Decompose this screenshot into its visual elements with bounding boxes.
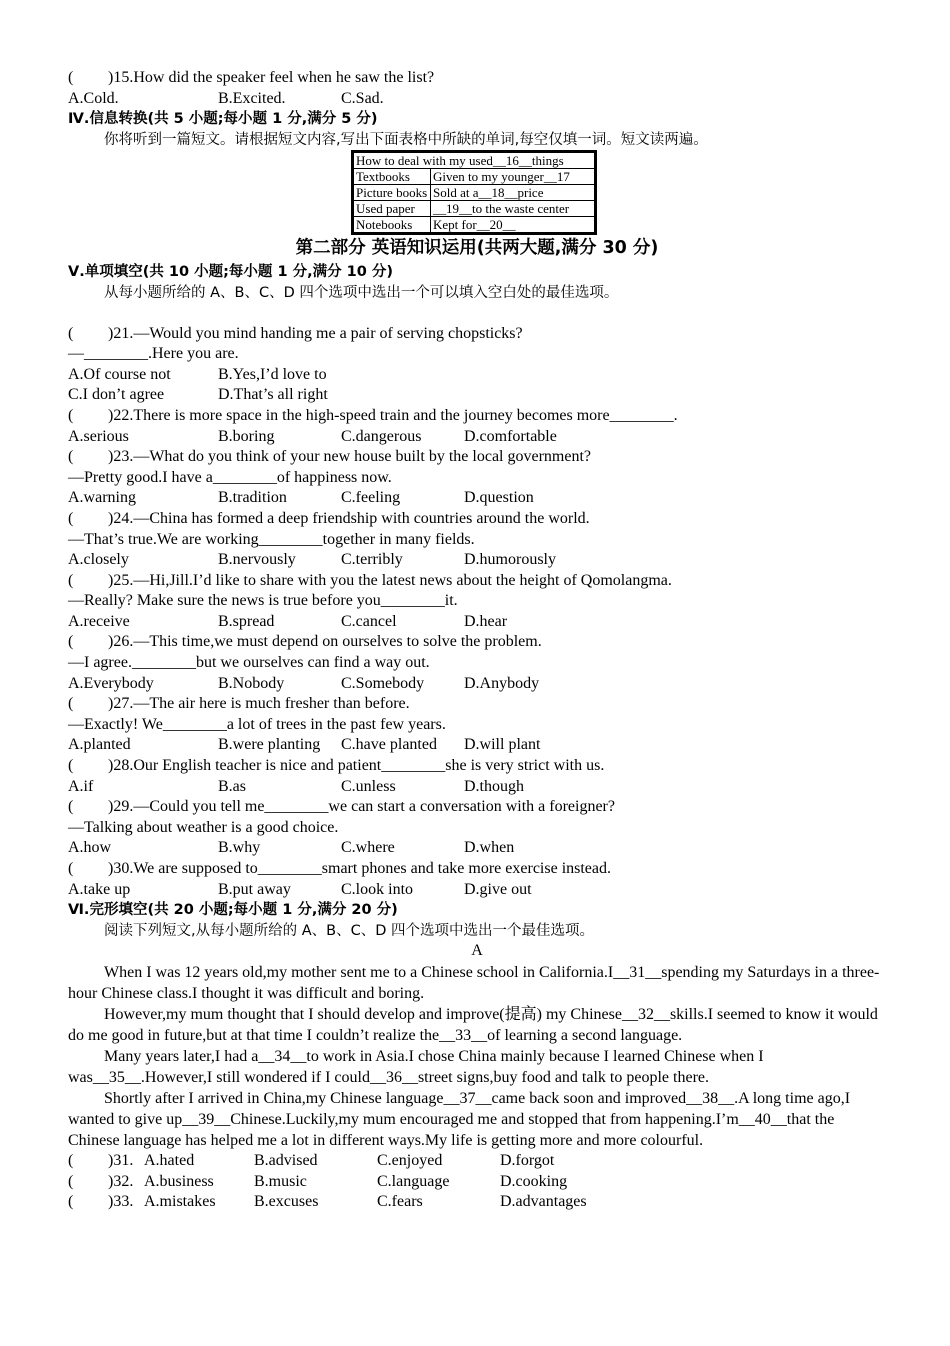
option: A.planted [68,736,131,754]
question-options [68,674,886,695]
option: D.though [464,777,524,795]
section-5-title: Ⅴ.单项填空(共 10 小题;每小题 1 分,满分 10 分) [68,264,394,281]
question-options [68,880,886,901]
option: D.comfortable [464,427,557,445]
question-line [68,324,886,345]
option: D.hear [464,612,508,630]
table-row [353,185,596,201]
question-line [68,818,886,839]
table-cell-item: Textbooks [353,169,431,185]
option: C.look into [341,880,414,898]
question-line [68,797,886,818]
option: A.take up [68,880,131,898]
question-text: —Hi,Jill.I’d like to share with you the latest news about the height of Qomolangma. [133,571,672,589]
option: A.mistakes [144,1193,216,1211]
question-text: —Pretty good.I have a________of happiness now. [68,468,392,486]
part-2-title: 第二部分 英语知识运用(共两大题,满分 30 分) [295,238,659,259]
exam-page [68,68,886,1213]
answer-paren: ( [68,695,74,713]
option: A.if [68,777,94,795]
option: C.I don’t agree [68,386,165,404]
option: A.serious [68,427,129,445]
question-options [68,777,886,798]
passage-paragraph: When I was 12 years old,my mother sent me to a Chinese school in California.I__31__spending my Saturdays in a three-hour Chinese class.I thought it was difficult and boring. [68,963,880,1002]
section-6-title: Ⅵ.完形填空(共 20 小题;每小题 1 分,满分 20 分) [68,902,398,919]
table-cell-item: Notebooks [353,217,431,234]
option: B.advised [254,1151,318,1169]
option: A.receive [68,612,130,630]
answer-paren: ( [68,1193,74,1211]
question-line [68,447,886,468]
option: D.will plant [464,736,541,754]
question-number: )24. [108,509,134,527]
option: B.Nobody [218,674,285,692]
answer-paren: ( [68,448,74,466]
option: D.That’s all right [218,386,328,404]
question-line [68,509,886,530]
table-row [353,217,596,234]
answer-paren: ( [68,324,74,342]
question-stem: )15.How did the speaker feel when he saw the list? [108,69,435,86]
section-6-instruction: 阅读下列短文,从每小题所给的 A、B、C、D 四个选项中选出一个最佳选项。 [104,922,594,939]
option: C.dangerous [341,427,422,445]
question-text: —That’s true.We are working________together in many fields. [68,530,475,548]
answer-paren: ( [68,633,74,651]
passage-paragraph: Many years later,I had a__34__to work in Asia.I chose China mainly because I learned Chinese when I was__35__.However,I still wondered if I could__36__street signs,buy food and talk to people there. [68,1047,764,1086]
cloze-question: ( )31. A.hated B.advised C.enjoyed D.forgot [68,1151,886,1172]
option: C.unless [341,777,396,795]
question-line [68,591,886,612]
section-4-instruction: 你将听到一篇短文。请根据短文内容,写出下面表格中所缺的单词,每空仅填一词。短文读两遍。 [104,131,708,148]
option: D.cooking [500,1172,568,1190]
answer-paren: ( [68,571,74,589]
question-list [68,324,886,901]
option: B.nervously [218,551,296,569]
answer-paren: ( [68,798,74,816]
question-text: —Could you tell me________we can start a conversation with a foreigner? [133,798,615,816]
option: A.how [68,839,112,857]
question-text: —I agree.________but we ourselves can find a way out. [68,654,430,672]
cloze-question: ( )32. A.business B.music C.language D.cooking [68,1172,886,1193]
option: C.fears [377,1193,423,1211]
option: D.give out [464,880,532,898]
table-cell-action: Kept for__20__ [431,217,596,234]
question-number: )21. [108,324,134,342]
option: D.question [464,489,534,507]
question-text: —________.Here you are. [68,345,239,363]
option: A.closely [68,551,129,569]
question-options [68,735,886,756]
option: A.warning [68,489,136,507]
answer-paren: ( [68,509,74,527]
option: C.Sad. [341,89,384,107]
question-options [68,550,886,571]
question-text: —Talking about weather is a good choice. [68,818,339,836]
answer-paren: ( [68,1172,74,1190]
answer-paren: ( [68,406,74,424]
question-text: There is more space in the high-speed train and the journey becomes more________. [133,406,678,424]
option: D.humorously [464,551,556,569]
option: C.enjoyed [377,1151,443,1169]
question-options [68,488,886,509]
option: B.were planting [218,736,321,754]
option: B.music [254,1172,307,1190]
question-15-options [68,89,886,110]
question-number: )23. [108,448,134,466]
option: B.why [218,839,261,857]
question-text: —Exactly! We________a lot of trees in the past few years. [68,715,446,733]
question-options [68,838,886,859]
question-number: )22. [108,406,134,424]
table-cell-item: Used paper [353,201,431,217]
passage-label: A [471,942,483,960]
option: A.Of course not [68,365,171,383]
question-text: —China has formed a deep friendship with countries around the world. [133,509,590,527]
option: C.where [341,839,395,857]
question-line [68,756,886,777]
table-header: How to deal with my used__16__things [353,152,596,169]
option: B.boring [218,427,275,445]
table-cell-action: Given to my younger__17 [431,169,596,185]
question-line [68,715,886,736]
question-line [68,571,886,592]
question-number: )27. [108,695,134,713]
option: C.feeling [341,489,401,507]
question-line [68,406,886,427]
info-table [351,150,597,235]
answer-paren: ( [68,757,74,775]
answer-paren: ( [68,860,74,877]
question-options [68,385,886,406]
question-options [68,612,886,633]
table-row [353,201,596,217]
question-line [68,468,886,489]
option: C.Somebody [341,674,425,692]
table-cell-item: Picture books [353,185,431,201]
question-number: )26. [108,633,134,651]
passage-paragraph: Shortly after I arrived in China,my Chinese language__37__came back soon and improved__38__.A long time ago,I wanted to give up__39__Chinese.Luckily,my mum encouraged me and stopped that from happening.I’m__40__that the Chinese language has helped me a lot in different ways.My life is getting more and more colourful. [68,1089,851,1149]
option: C.have planted [341,736,437,754]
question-text: Our English teacher is nice and patient________she is very strict with us. [133,757,605,775]
cloze-option-list [68,1151,886,1213]
question-text: —The air here is much fresher than before. [133,695,410,713]
option: A.Cold. [68,89,119,107]
table-row [353,169,596,185]
question-number: )30. [108,860,134,877]
option: D.when [464,839,515,857]
option: A.Everybody [68,674,154,692]
option: B.Yes,I’d love to [218,365,327,383]
option: C.language [377,1172,450,1190]
table-cell-action: __19__to the waste center [431,201,596,217]
option: B.excuses [254,1193,319,1211]
question-line [68,694,886,715]
question-text: —Would you mind handing me a pair of serving chopsticks? [133,324,523,342]
option: D.Anybody [464,674,540,692]
option: C.terribly [341,551,403,569]
answer-paren: ( [68,1151,74,1169]
section-5-instruction: 从每小题所给的 A、B、C、D 四个选项中选出一个可以填入空白处的最佳选项。 [104,284,619,301]
question-number: )25. [108,571,134,589]
section-4-title: Ⅳ.信息转换(共 5 小题;每小题 1 分,满分 5 分) [68,111,378,128]
question-number: )28. [108,757,134,775]
question-number: )29. [108,798,134,816]
question-line [68,859,886,880]
answer-paren: ( [68,69,74,86]
option: A.business [144,1172,214,1190]
table-cell-action: Sold at a__18__price [431,185,596,201]
question-text: We are supposed to________smart phones and take more exercise instead. [133,860,612,877]
question-line [68,530,886,551]
question-15 [68,68,886,89]
cloze-question: ( )33. A.mistakes B.excuses C.fears D.advantages [68,1192,886,1213]
option: B.put away [218,880,291,898]
option: D.advantages [500,1193,587,1211]
question-line [68,344,886,365]
question-text: —This time,we must depend on ourselves to solve the problem. [133,633,542,651]
option: A.hated [144,1151,195,1169]
question-text: —What do you think of your new house built by the local government? [133,448,592,466]
option: B.as [218,777,246,795]
passage-paragraph: However,my mum thought that I should develop and improve(提高) my Chinese__32__skills.I seemed to know it would do me good in future,but at that time I couldn’t realize the__33__of learning a second language. [68,1005,878,1044]
option: C.cancel [341,612,397,630]
question-text: —Really? Make sure the news is true before you________it. [68,592,458,610]
question-options [68,365,886,386]
option: B.Excited. [218,89,286,107]
question-line [68,653,886,674]
question-line [68,632,886,653]
option: D.forgot [500,1151,555,1169]
option: B.tradition [218,489,287,507]
option: B.spread [218,612,275,630]
question-options [68,427,886,448]
